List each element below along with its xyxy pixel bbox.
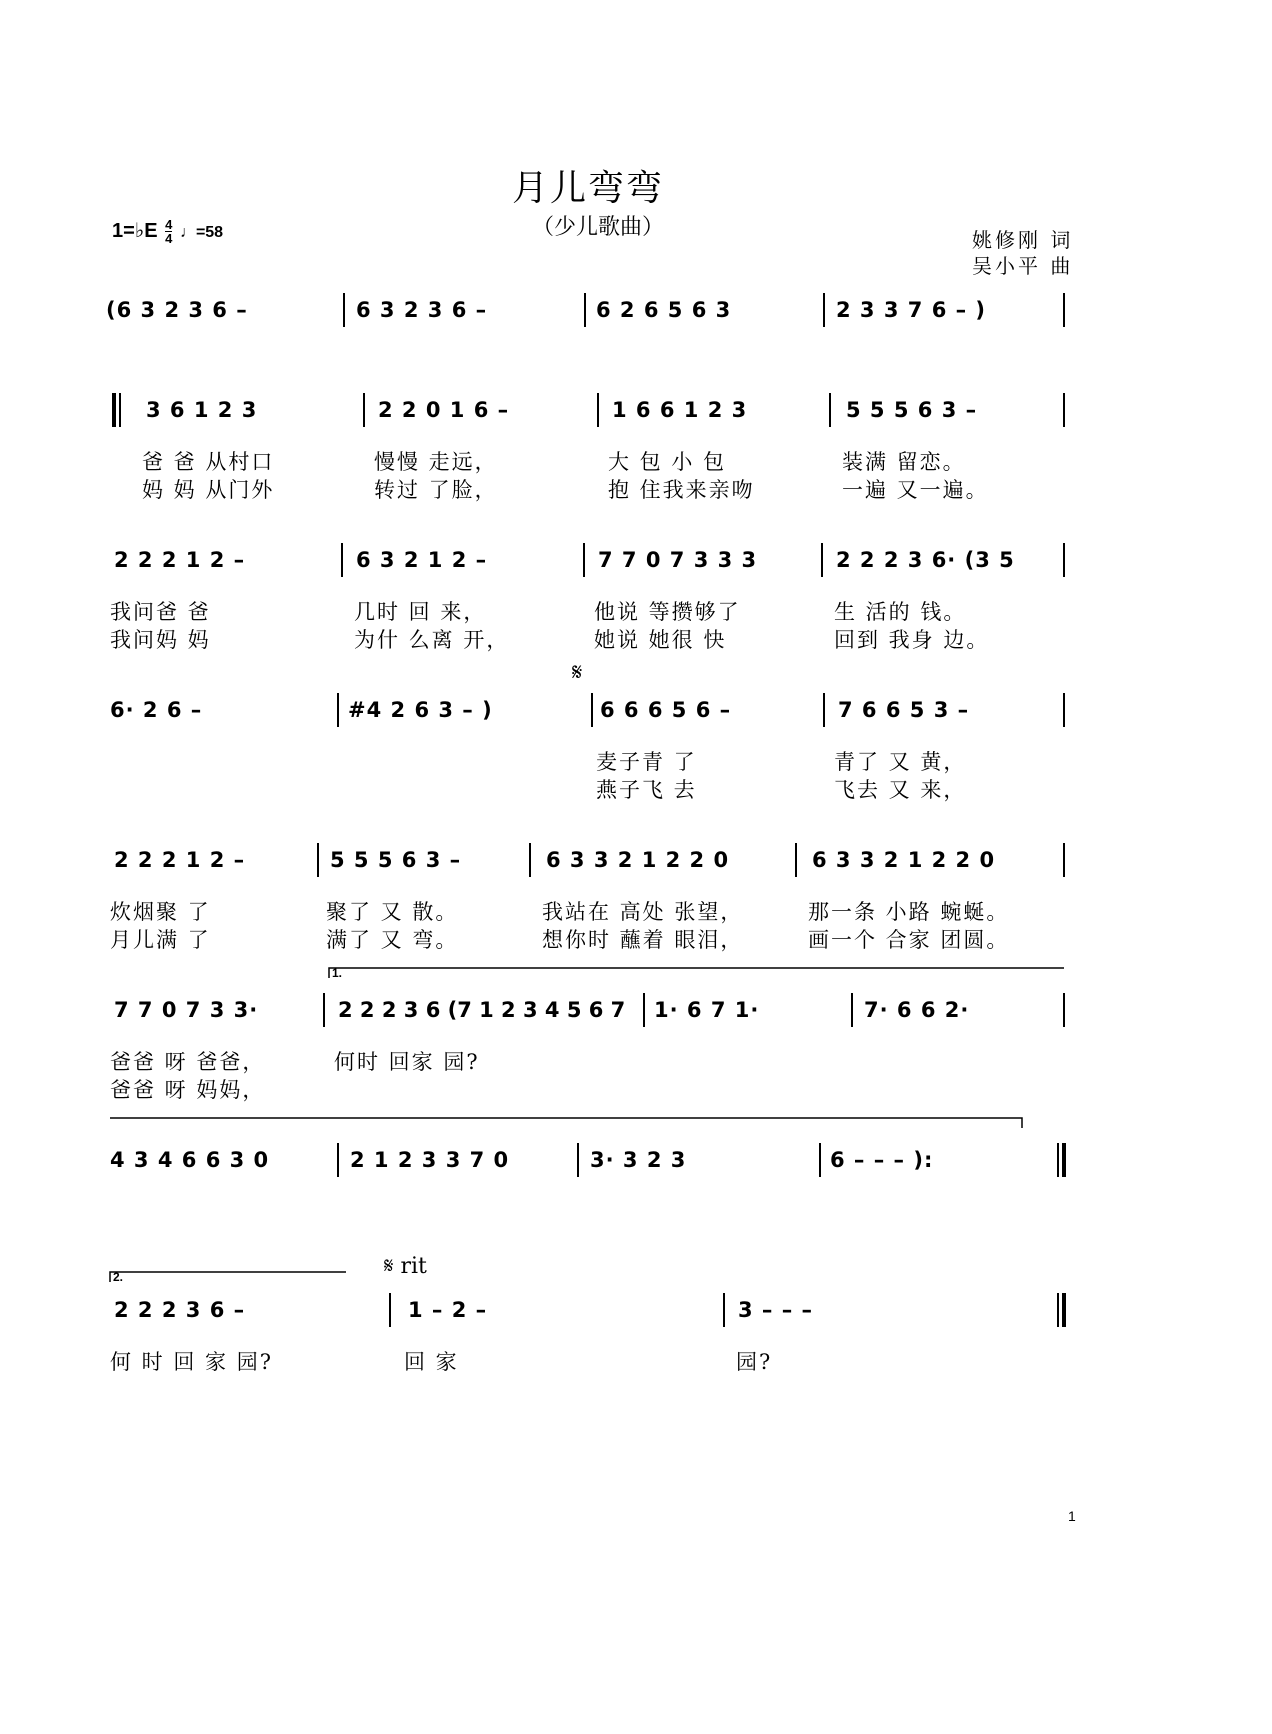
lyric-verse-1: 麦子青 了 (596, 750, 697, 774)
measure: 7 7 0 7 3 3 3 (598, 548, 758, 572)
measure: 6 3 3 2 1 2 2 0 (546, 848, 730, 872)
lyric-verse-1: 我站在 高处 张望， (542, 900, 744, 924)
measure: 5 5 5 6 3 – (846, 398, 978, 422)
lyric-verse-2: 满了 又 弯。 (326, 928, 459, 952)
lyric-verse-2: 她说 她很 快 (594, 628, 727, 652)
key-label: 1=♭E (112, 220, 158, 242)
volta-2-label: 2. (113, 1270, 124, 1284)
lyric-verse-1: 装满 留恋。 (842, 450, 966, 474)
lyric-verse-1: 聚了 又 散。 (326, 900, 459, 924)
lyric-verse-1: 大 包 小 包 (608, 450, 727, 474)
lyric-verse-2: 为什 么离 开， (354, 628, 510, 652)
measure: 3 6 1 2 3 (146, 398, 258, 422)
lyric-verse-1: 何 时 回 家 园? (110, 1350, 273, 1374)
measure: 6 3 2 1 2 – (356, 548, 488, 572)
lyric-verse-2: 抱 住我来亲吻 (608, 478, 755, 502)
song-title: 月儿弯弯 (512, 168, 665, 209)
lyric-verse-2: 画一个 合家 团圆。 (808, 928, 1010, 952)
measure: 6 6 6 5 6 – (600, 698, 732, 722)
measure: 2 1 2 3 3 7 0 (350, 1148, 510, 1172)
segno-rit-mark: 𝄋 rit (384, 1254, 427, 1279)
lyric-verse-1: 青了 又 黄， (834, 750, 967, 774)
song-subtitle: （少儿歌曲） (532, 215, 665, 240)
time-sig-top: 4 (165, 217, 173, 233)
measure: 2 2 2 1 2 – (114, 548, 246, 572)
lyric-verse-1: 慢慢 走远， (374, 450, 498, 474)
measure: #4 2 6 3 – ) (348, 698, 493, 722)
volta-1-label: 1. (332, 966, 343, 980)
lyric-verse-1: 我问爸 爸 (110, 600, 211, 624)
measure: 5 5 5 6 3 – (330, 848, 462, 872)
measure: 1· 6 7 1· (654, 998, 760, 1022)
lyricist-credit: 姚修刚 词 (972, 228, 1074, 252)
lyric-verse-2: 燕子飞 去 (596, 778, 697, 802)
lyric-verse-2: 妈 妈 从门外 (142, 478, 275, 502)
lyric-verse-1: 炊烟聚 了 (110, 900, 211, 924)
measure: 2 2 2 3 6 (7 1 2 3 4 5 6 7 (338, 998, 626, 1022)
composer-credit: 吴小平 曲 (972, 254, 1074, 278)
lyric-verse-1: 生 活的 钱。 (834, 600, 967, 624)
lyric-verse-2: 回到 我身 边。 (834, 628, 990, 652)
measure: 6 3 2 3 6 – (356, 298, 488, 322)
lyric-verse-1: 回 家 (404, 1350, 459, 1374)
measure: 2 2 2 1 2 – (114, 848, 246, 872)
lyric-verse-1: 爸爸 呀 爸爸， (110, 1050, 266, 1074)
lyric-verse-2: 转过 了脸， (374, 478, 498, 502)
measure: 6· 2 6 – (110, 698, 203, 722)
measure: 2 2 0 1 6 – (378, 398, 510, 422)
measure: 6 3 3 2 1 2 2 0 (812, 848, 996, 872)
lyric-verse-2: 月儿满 了 (110, 928, 211, 952)
measure: 1 – 2 – (408, 1298, 488, 1322)
measure: (6 3 2 3 6 – (106, 298, 248, 322)
lyric-verse-2: 爸爸 呀 妈妈， (110, 1078, 266, 1102)
page-number: 1 (1068, 1508, 1076, 1524)
measure: 3 – – – (738, 1298, 814, 1322)
measure: 7 7 0 7 3 3· (114, 998, 259, 1022)
measure: 1 6 6 1 2 3 (612, 398, 748, 422)
lyric-verse-1: 何时 回家 园? (334, 1050, 480, 1074)
measure: 2 2 2 3 6 – (114, 1298, 246, 1322)
time-sig-bottom: 4 (165, 231, 173, 247)
segno-mark: 𝄋 (572, 658, 583, 686)
measure: 2 2 2 3 6· (3 5 (836, 548, 1015, 572)
lyric-verse-2: 我问妈 妈 (110, 628, 211, 652)
measure: 6 – – – ): (830, 1148, 934, 1172)
lyric-verse-1: 爸 爸 从村口 (142, 450, 275, 474)
lyric-verse-1: 那一条 小路 蜿蜒。 (808, 900, 1010, 924)
lyric-verse-1: 园? (736, 1350, 773, 1374)
measure: 2 3 3 7 6 – ) (836, 298, 987, 322)
measure: 3· 3 2 3 (590, 1148, 687, 1172)
measure: 7 6 6 5 3 – (838, 698, 970, 722)
lyric-verse-1: 他说 等攒够了 (594, 600, 741, 624)
lyric-verse-1: 几时 回 来， (354, 600, 487, 624)
measure: 4 3 4 6 6 3 0 (110, 1148, 270, 1172)
lyric-verse-2: 一遍 又一遍。 (842, 478, 989, 502)
measure: 6 2 6 5 6 3 (596, 298, 732, 322)
tempo-mark: ♩=58 (179, 224, 224, 241)
measure: 7· 6 6 2· (864, 998, 970, 1022)
lyric-verse-2: 飞去 又 来， (834, 778, 967, 802)
lyric-verse-2: 想你时 蘸着 眼泪， (542, 928, 744, 952)
